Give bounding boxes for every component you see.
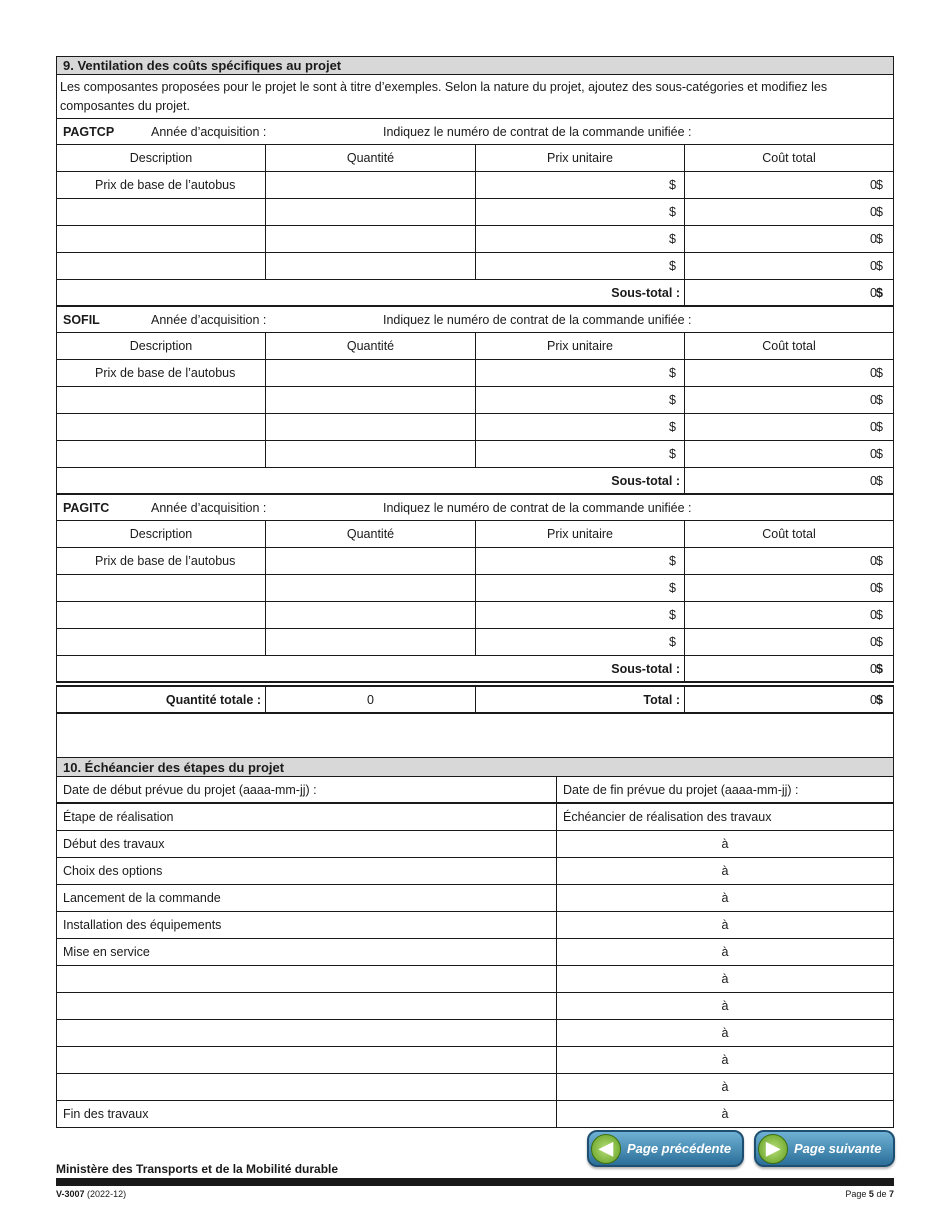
currency-symbol: $ [876,661,883,676]
currency-symbol: $ [876,366,883,380]
program-header-1 [56,307,894,333]
form-code-number: V-3007 [56,1189,85,1199]
total-cost-field[interactable] [685,414,893,440]
currency-symbol: $ [669,393,676,407]
table-row [56,172,894,199]
currency-symbol: $ [669,581,676,595]
total-cost-value: 0 [870,232,877,246]
end-date-field[interactable]: Date de fin prévue du projet (aaaa-mm-jj) : [563,782,799,797]
subtotal-row [56,280,894,307]
description-field[interactable] [57,253,266,279]
col-quantity: Quantité [266,333,476,359]
currency-symbol: $ [669,259,676,273]
unit-price-field[interactable] [476,629,685,655]
col-quantity: Quantité [266,521,476,547]
currency-symbol: $ [876,608,883,622]
total-cost-field[interactable] [685,226,893,252]
col-description: Description [57,333,266,359]
schedule-range-field[interactable] [557,1047,893,1073]
totals-row [56,685,894,714]
program-name: PAGTCP [63,124,115,139]
unit-price-field[interactable] [476,226,685,252]
total-cost-value: 0 [870,581,877,595]
to-word: à [721,864,729,878]
table-row [56,226,894,253]
total-cost-field[interactable] [685,602,893,628]
quantity-field[interactable] [266,575,476,601]
total-cost-value: 0 [870,554,877,568]
table-row [56,602,894,629]
acquisition-year-field[interactable]: Année d’acquisition : [151,500,267,515]
table-row [56,414,894,441]
quantity-field[interactable] [266,172,476,198]
to-word: à [721,837,729,851]
total-cost-field[interactable] [685,629,893,655]
total-cost-value: 0 [870,366,877,380]
page-total: 7 [888,1189,894,1199]
to-word: à [721,1026,729,1040]
table-row [56,575,894,602]
unit-price-field[interactable] [476,414,685,440]
to-word: à [721,1107,729,1121]
col-total-cost: Coût total [762,339,816,353]
unit-price-field[interactable] [476,548,685,574]
page-number: 5 [868,1189,874,1199]
grand-total-label: Total : [476,687,685,712]
currency-symbol: $ [669,178,676,192]
description-field[interactable] [57,575,266,601]
total-cost-value: 0 [870,205,877,219]
description-field[interactable] [57,548,266,574]
arrow-left-icon: ◀ [591,1134,621,1164]
quantity-field[interactable] [266,199,476,225]
table-row [56,360,894,387]
subtotal-row [56,656,894,683]
description-text: Prix de base de l’autobus [95,178,236,192]
step-name[interactable] [57,993,557,1019]
currency-symbol: $ [876,581,883,595]
col-description: Description [57,145,266,171]
subtotal-field[interactable] [685,656,893,681]
unit-price-field[interactable] [476,387,685,413]
schedule-column-header: Échéancier de réalisation des travaux [563,810,772,824]
col-total-cost: Coût total [762,527,816,541]
unit-price-field[interactable] [476,199,685,225]
step-column-header: Étape de réalisation [57,804,557,830]
unit-price-field[interactable] [476,360,685,386]
page-navigation [587,1130,895,1167]
start-date-field[interactable]: Date de début prévue du projet (aaaa-mm-jj) : [57,777,557,802]
cost-table-header [56,333,894,360]
schedule-row [56,966,894,993]
quantity-field[interactable] [266,360,476,386]
page-separator: de [876,1189,887,1199]
to-word: à [721,999,729,1013]
to-word: à [721,945,729,959]
description-text: Prix de base de l’autobus [95,366,236,380]
quantity-field[interactable] [266,414,476,440]
section-9-title: 9. Ventilation des coûts spécifiques au projet [56,56,894,75]
step-name: Installation des équipements [57,912,557,938]
program-name: SOFIL [63,312,100,327]
table-row [56,199,894,226]
total-cost-field[interactable] [685,441,893,467]
total-cost-value: 0 [870,420,877,434]
blank-spacer-row [56,714,894,758]
page-prefix: Page [845,1189,867,1199]
form-code-date: (2022-12) [87,1189,127,1199]
currency-symbol: $ [669,420,676,434]
currency-symbol: $ [876,420,883,434]
quantity-field[interactable] [266,548,476,574]
schedule-range-field[interactable] [557,966,893,992]
schedule-range-field[interactable] [557,885,893,911]
schedule-row [56,1047,894,1074]
schedule-header-row [56,804,894,831]
subtotal-label: Sous-total : [57,656,685,681]
page-indicator [845,1189,894,1199]
description-field[interactable] [57,226,266,252]
description-field[interactable] [57,360,266,386]
unit-price-field[interactable] [476,441,685,467]
step-name[interactable] [57,1047,557,1073]
subtotal-field[interactable] [685,280,893,305]
currency-symbol: $ [876,635,883,649]
grand-total-field[interactable] [685,687,893,712]
description-field[interactable] [57,629,266,655]
form-code [56,1189,126,1199]
program-name: PAGITC [63,500,110,515]
total-cost-field[interactable] [685,172,893,198]
schedule-range-field[interactable] [557,939,893,965]
table-row [56,548,894,575]
ministry-name: Ministère des Transports et de la Mobilité durable [56,1162,339,1176]
quantity-field[interactable] [266,441,476,467]
description-field[interactable] [57,172,266,198]
total-cost-value: 0 [870,178,877,192]
unit-price-field[interactable] [476,575,685,601]
next-page-button[interactable] [754,1130,895,1167]
currency-symbol: $ [669,554,676,568]
quantity-field[interactable] [266,226,476,252]
program-header-2 [56,495,894,521]
program-header-0 [56,119,894,145]
step-name: Choix des options [57,858,557,884]
currency-symbol: $ [669,232,676,246]
to-word: à [721,891,729,905]
col-unit-price: Prix unitaire [476,333,685,359]
to-word: à [721,972,729,986]
currency-symbol: $ [876,692,883,707]
footer-bar [56,1178,894,1186]
to-word: à [721,1053,729,1067]
subtotal-value: 0 [870,473,877,488]
description-field[interactable] [57,602,266,628]
cost-table-header [56,521,894,548]
quantity-field[interactable] [266,387,476,413]
schedule-row [56,1101,894,1128]
currency-symbol: $ [876,259,883,273]
total-quantity-field[interactable]: 0 [266,687,476,712]
total-quantity-label: Quantité totale : [57,687,266,712]
acquisition-year-field[interactable]: Année d’acquisition : [151,124,267,139]
currency-symbol: $ [876,473,883,488]
arrow-right-icon: ▶ [758,1134,788,1164]
previous-page-label: Page précédente [627,1141,732,1156]
currency-symbol: $ [669,205,676,219]
table-row [56,387,894,414]
currency-symbol: $ [876,393,883,407]
subtotal-value: 0 [870,285,877,300]
step-name: Fin des travaux [57,1101,557,1127]
project-dates-row [56,777,894,804]
total-cost-value: 0 [870,393,877,407]
subtotal-field[interactable] [685,468,893,493]
schedule-range-field[interactable] [557,1074,893,1100]
description-field[interactable] [57,414,266,440]
acquisition-year-field[interactable]: Année d’acquisition : [151,312,267,327]
contract-number-field[interactable]: Indiquez le numéro de contrat de la commande unifiée : [383,124,692,139]
quantity-field[interactable] [266,629,476,655]
col-total-cost: Coût total [762,151,816,165]
table-row [56,441,894,468]
description-text: Prix de base de l’autobus [95,554,236,568]
section-10-title: 10. Échéancier des étapes du projet [56,758,894,777]
step-name[interactable] [57,1074,557,1100]
currency-symbol: $ [669,366,676,380]
subtotal-label: Sous-total : [57,280,685,305]
currency-symbol: $ [669,608,676,622]
section-9-intro: Les composantes proposées pour le projet le sont à titre d’exemples. Selon la nature du projet, ajoutez des sous-catégories et modifiez les composantes du projet. [56,75,894,119]
schedule-range-field[interactable] [557,831,893,857]
schedule-row [56,912,894,939]
total-cost-field[interactable] [685,360,893,386]
step-name[interactable] [57,966,557,992]
step-name[interactable] [57,1020,557,1046]
table-row [56,629,894,656]
schedule-row [56,993,894,1020]
subtotal-label: Sous-total : [57,468,685,493]
description-field[interactable] [57,387,266,413]
currency-symbol: $ [876,232,883,246]
schedule-row [56,939,894,966]
table-row [56,253,894,280]
total-cost-value: 0 [870,259,877,273]
cost-table-header [56,145,894,172]
schedule-range-field[interactable] [557,993,893,1019]
grand-total-value: 0 [870,692,877,707]
schedule-range-field[interactable] [557,1101,893,1127]
currency-symbol: $ [876,447,883,461]
step-name: Mise en service [57,939,557,965]
currency-symbol: $ [876,285,883,300]
step-name: Lancement de la commande [57,885,557,911]
subtotal-value: 0 [870,661,877,676]
to-word: à [721,918,729,932]
cost-breakdown-form [56,56,894,1128]
currency-symbol: $ [876,205,883,219]
contract-number-field[interactable]: Indiquez le numéro de contrat de la commande unifiée : [383,500,692,515]
contract-number-field[interactable]: Indiquez le numéro de contrat de la commande unifiée : [383,312,692,327]
subtotal-row [56,468,894,495]
total-cost-field[interactable] [685,387,893,413]
currency-symbol: $ [669,447,676,461]
total-cost-field[interactable] [685,253,893,279]
total-cost-value: 0 [870,447,877,461]
total-cost-field[interactable] [685,575,893,601]
quantity-field[interactable] [266,253,476,279]
col-unit-price: Prix unitaire [476,521,685,547]
schedule-range-field[interactable] [557,912,893,938]
total-cost-field[interactable] [685,199,893,225]
unit-price-field[interactable] [476,602,685,628]
currency-symbol: $ [876,178,883,192]
currency-symbol: $ [669,635,676,649]
total-cost-value: 0 [870,608,877,622]
unit-price-field[interactable] [476,172,685,198]
schedule-row [56,1020,894,1047]
unit-price-field[interactable] [476,253,685,279]
schedule-row [56,858,894,885]
schedule-range-field[interactable] [557,858,893,884]
col-quantity: Quantité [266,145,476,171]
total-cost-field[interactable] [685,548,893,574]
total-cost-value: 0 [870,635,877,649]
schedule-row [56,885,894,912]
previous-page-button[interactable] [587,1130,744,1167]
to-word: à [721,1080,729,1094]
schedule-row [56,1074,894,1101]
description-field[interactable] [57,199,266,225]
schedule-row [56,831,894,858]
step-name: Début des travaux [57,831,557,857]
quantity-field[interactable] [266,602,476,628]
currency-symbol: $ [876,554,883,568]
col-unit-price: Prix unitaire [476,145,685,171]
next-page-label: Page suivante [794,1141,882,1156]
description-field[interactable] [57,441,266,467]
col-description: Description [57,521,266,547]
schedule-range-field[interactable] [557,1020,893,1046]
